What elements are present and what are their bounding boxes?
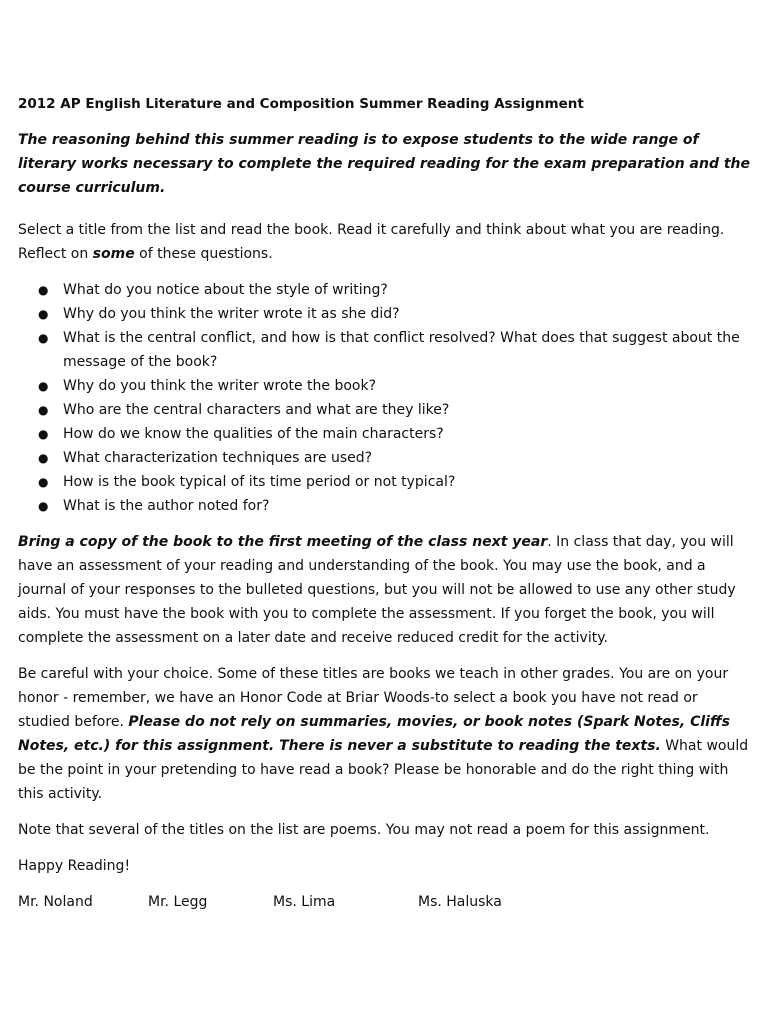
question-text: What is the author noted for? [63,498,270,514]
question-text: Why do you think the writer wrote it as she did? [63,306,400,322]
intro-paragraph: The reasoning behind this summer reading is to expose students to the wide range of literary works necessary to complete the required reading for the exam preparation and the course curriculum. [18,132,750,196]
signature-legg: Mr. Legg [148,894,208,910]
careful-emphasis: Please do not rely on summaries, movies, or book notes (Spark Notes, Cliffs Notes, etc.) for this assignment. There is never a substitute to reading the texts. [18,714,730,754]
bring-copy-text: . In class that day, you will have an assessment of your reading and understanding of the book. You may use the book, and a journal of your responses to the bulleted questions, but you will not be allowed to use any other study aids. You must have the book with you to complete the assessment. If you forget the book, you will complete the assessment on a later date and receive reduced credit for the activity. [18,534,736,646]
question-text: What is the central conflict, and how is that conflict resolved? What does that suggest about the message of the book? [63,330,740,370]
bullet-icon: ● [38,403,49,417]
careful-text-before: Be careful with your choice. Some of these titles are books we teach in other grades. You are on your honor - remember, we have an Honor Code at Briar Woods-to select a book you have not read or studied before. [18,666,729,730]
list-item [18,470,750,494]
signatures-row [18,890,750,914]
careful-text-after: What would be the point in your pretending to have read a book? Please be honorable and do the right thing with this activity. [18,738,749,802]
question-text: What characterization techniques are used? [63,450,373,466]
instructions-text-before: Select a title from the list and read the book. Read it carefully and think about what you are reading. Reflect on [18,222,725,262]
bullet-icon: ● [38,427,49,441]
list-item [18,446,750,470]
signature-haluska: Ms. Haluska [418,894,502,910]
list-item [18,494,750,518]
document-title: 2012 AP English Literature and Composition Summer Reading Assignment [18,96,584,112]
bullet-icon: ● [38,499,49,513]
list-item [18,374,750,398]
instructions-emphasis: some [92,246,135,262]
closing-line: Happy Reading! [18,858,131,874]
poems-note: Note that several of the titles on the list are poems. You may not read a poem for this assignment. [18,822,710,838]
careful-paragraph [18,662,750,806]
bullet-icon: ● [38,331,49,345]
bullet-icon: ● [38,379,49,393]
instructions-paragraph [18,218,750,266]
bullet-icon: ● [38,283,49,297]
document-page [18,92,750,914]
bullet-icon: ● [38,451,49,465]
signature-lima: Ms. Lima [273,894,336,910]
list-item [18,422,750,446]
bullet-icon: ● [38,307,49,321]
list-item [18,326,750,374]
question-text: What do you notice about the style of writing? [63,282,388,298]
instructions-text-after: of these questions. [134,246,273,262]
question-text: Who are the central characters and what are they like? [63,402,450,418]
question-text: Why do you think the writer wrote the book? [63,378,377,394]
signature-noland: Mr. Noland [18,894,93,910]
list-item [18,302,750,326]
bring-copy-paragraph [18,530,750,650]
bullet-icon: ● [38,475,49,489]
list-item [18,278,750,302]
question-text: How is the book typical of its time period or not typical? [63,474,456,490]
list-item [18,398,750,422]
questions-list [18,278,750,518]
bring-copy-emphasis: Bring a copy of the book to the first meeting of the class next year [18,534,548,550]
question-text: How do we know the qualities of the main characters? [63,426,444,442]
